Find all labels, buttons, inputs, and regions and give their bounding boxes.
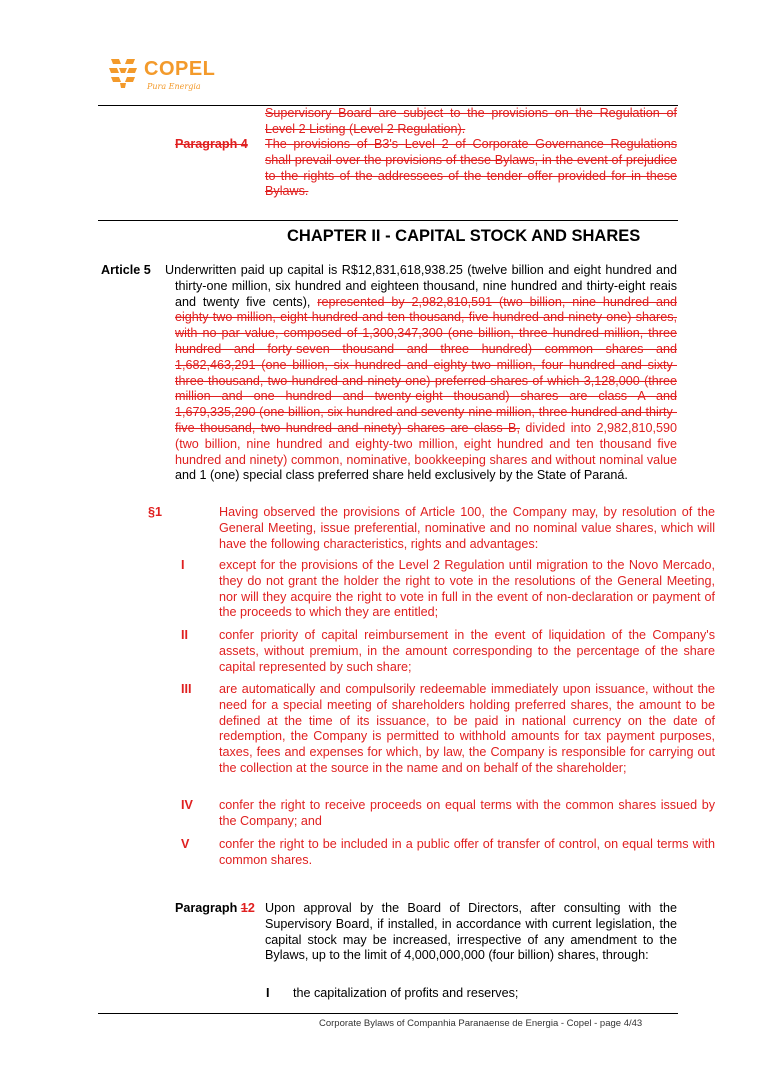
item-4-num: IV	[181, 798, 193, 812]
paragraph-text: Upon approval by the Board of Directors, after consulting with the Supervisory Board, if installed, in accordance with current legislation, the capital stock may be increased, irrespective of any amendment to the Bylaws, up to the limit of 4,000,000,000 (four billion) shares, through:	[265, 901, 677, 963]
paragraph-new-number: 2	[247, 901, 255, 915]
chapter-rule	[98, 220, 678, 221]
item-1-num: I	[181, 558, 185, 572]
logo-name: COPEL	[144, 58, 216, 80]
paragraph-word: Paragraph	[175, 901, 238, 915]
copel-logo-icon	[107, 56, 141, 90]
item-5-num: V	[181, 837, 190, 851]
paragraph-label	[175, 901, 255, 917]
paragraph-4-text: The provisions of B3's Level 2 of Corporate Governance Regulations shall prevail over the provisions of these Bylaws, in the event of prejudice to the rights of the addressees of the tender offer provided for in these Bylaws.	[265, 137, 677, 199]
struck-line-level2: Supervisory Board are subject to the provisions on the Regulation of Level 2 Listing (Level 2 Regulation).	[265, 106, 677, 136]
footer-rule	[98, 1013, 678, 1014]
item-1-text: except for the provisions of the Level 2 Regulation until migration to the Novo Mercado, they do not grant the holder the right to vote in the resolutions of the General Meeting, nor will they acquire the right to vote in full in the event of non-declaration or payment of the proceeds to which they are entitled;	[219, 558, 715, 620]
section-1-label: §1	[148, 505, 163, 519]
article-5-text-a: Underwritten paid up capital is R$12,831,618,938.25 (twelve billion and eight hundred and thirty-one million, six hundred and eighteen thousand, nine hundred and thirty-eight reais and twenty five cents),	[165, 263, 677, 309]
paragraph-item-text: the capitalization of profits and reserves;	[293, 986, 519, 1000]
item-5-text: confer the right to be included in a public offer of transfer of control, on equal terms with common shares.	[219, 837, 715, 867]
item-2-num: II	[181, 628, 188, 642]
chapter-title: CHAPTER II - CAPITAL STOCK AND SHARES	[287, 227, 641, 245]
section-1-text: Having observed the provisions of Article 100, the Company may, by resolution of the General Meeting, issue preferential, nominative and no nominal value shares, which will have the following characteristics, rights and advantages:	[219, 505, 715, 551]
paragraph-old-number: 1	[240, 901, 248, 915]
article-5-red-text: divided into 2,982,810,590 (two billion, nine hundred and eighty-two million, eight hundred and ten thousand five hundred and ninety) common, nominative, bookkeeping shares and without nominal value	[175, 420, 678, 467]
item-3-num: III	[181, 682, 192, 696]
article-5-text-end: and 1 (one) special class preferred share held exclusively by the State of Paraná.	[175, 468, 628, 483]
item-3-text: are automatically and compulsorily redeemable immediately upon issuance, without the need for a special meeting of shareholders holding preferred shares, the amount to be defined at the time of its issuance, to be paid in national currency on the date of redemption, the Company is permitted to withhold amounts for tax payment purposes, taxes, fees and expenses for which, by law, the Company is responsible for carrying out the collection at the source in the name and on behalf of the shareholder;	[219, 682, 715, 775]
article-5-text	[165, 263, 678, 484]
item-4-text: confer the right to receive proceeds on equal terms with the common shares issued by the Company; and	[219, 798, 715, 828]
paragraph-item-num: I	[266, 986, 270, 1000]
item-2-text: confer priority of capital reimbursement in the event of liquidation of the Company's assets, without premium, in the amount corresponding to the percentage of the share capital represented by such share;	[219, 628, 715, 674]
logo	[107, 54, 217, 96]
article-5-struck-text: represented by 2,982,810,591 (two billion, nine hundred and eighty-two million, eight hundred and ten thousand, five hundred and ninety-one) shares, with no par value, composed of 1,300,347,300 (one billion, three hundred million, three hundred and forty-seven thousand and three hundred) common shares and 1,682,463,291 (one billion, six hundred and eighty-two million, four hundred and sixty-three thousand, two hundred and ninety-one) preferred shares of which 3,128,000 (three million and one hundred and twenty-eight thousand) shares are class A and 1,679,335,290 (one billion, six hundred and seventy-nine million, three hundred and thirty-five thousand, two hundred and ninety) shares are class B,	[175, 294, 677, 435]
footer-text: Corporate Bylaws of Companhia Paranaense de Energia - Copel - page 4/43	[319, 1018, 643, 1029]
logo-tagline: Pura Energia	[147, 82, 201, 91]
article-5-label: Article 5	[101, 263, 151, 277]
paragraph-4-label: Paragraph 4	[175, 137, 248, 151]
